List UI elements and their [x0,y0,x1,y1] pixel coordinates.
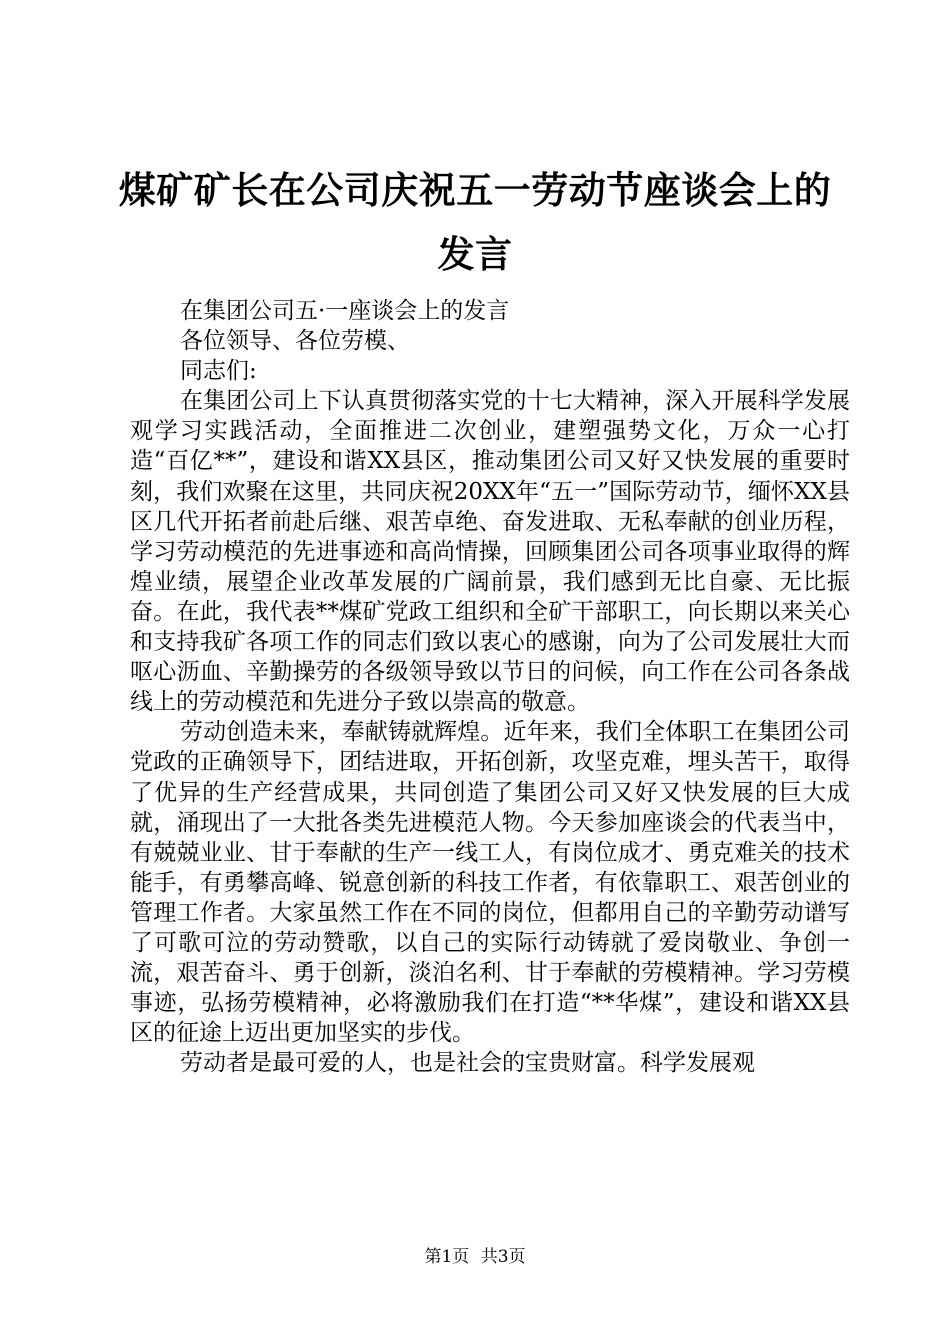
paragraph-1: 在集团公司上下认真贯彻落实党的十七大精神，深入开展科学发展观学习实践活动，全面推进二次创业，建塑强势文化，万众一心打造“百亿**”，建设和谐XX县区，推动集团公司又好又快发展的重要时刻，我们欢聚在这里，共同庆祝20XX年“五一”国际劳动节，缅怀XX县区几代开拓者前赴后继、艰苦卓绝、奋发进取、无私奉献的创业历程，学习劳动模范的先进事迹和高尚情操，回顾集团公司各项事业取得的辉煌业绩，展望企业改革发展的广阔前景，我们感到无比自豪、无比振奋。在此，我代表**煤矿党政工组织和全矿干部职工，向长期以来关心和支持我矿各项工作的同志们致以衷心的感谢，向为了公司发展壮大而呕心沥血、辛勤操劳的各级领导致以节日的问候，向工作在公司各条战线上的劳动模范和先进分子致以崇高的敬意。 [130,388,850,716]
salutation-line-2: 同志们: [180,358,257,385]
document-body [130,296,850,1078]
paragraph-3: 劳动者是最可爱的人，也是社会的宝贵财富。科学发展观 [180,1050,755,1077]
page-number: 第1页 [424,1247,470,1267]
page-footer [0,1242,950,1267]
page-total: 共3页 [480,1247,526,1267]
paragraph-2: 劳动创造未来，奉献铸就辉煌。近年来，我们全体职工在集团公司党政的正确领导下，团结进取，开拓创新，攻坚克难，埋头苦干，取得了优异的生产经营成果，共同创造了集团公司又好又快发展的巨大成就，涌现出了一大批各类先进模范人物。今天参加座谈会的代表当中，有兢兢业业、甘于奉献的生产一线工人，有岗位成才、勇克难关的技术能手，有勇攀高峰、锐意创新的科技工作者，有依靠职工、艰苦创业的管理工作者。大家虽然工作在不同的岗位，但都用自己的辛勤劳动谱写了可歌可泣的劳动赞歌，以自己的实际行动铸就了爱岗敬业、争创一流，艰苦奋斗、勇于创新，淡泊名利、甘于奉献的劳模精神。学习劳模事迹，弘扬劳模精神，必将激励我们在打造“**华煤”，建设和谐XX县区的征途上迈出更加坚实的步伐。 [130,719,850,1047]
document-subtitle: 在集团公司五·一座谈会上的发言 [180,298,510,324]
salutation-line-1: 各位领导、各位劳模、 [180,328,410,355]
document-title: 煤矿矿长在公司庆祝五一劳动节座谈会上的发言 [118,168,832,276]
